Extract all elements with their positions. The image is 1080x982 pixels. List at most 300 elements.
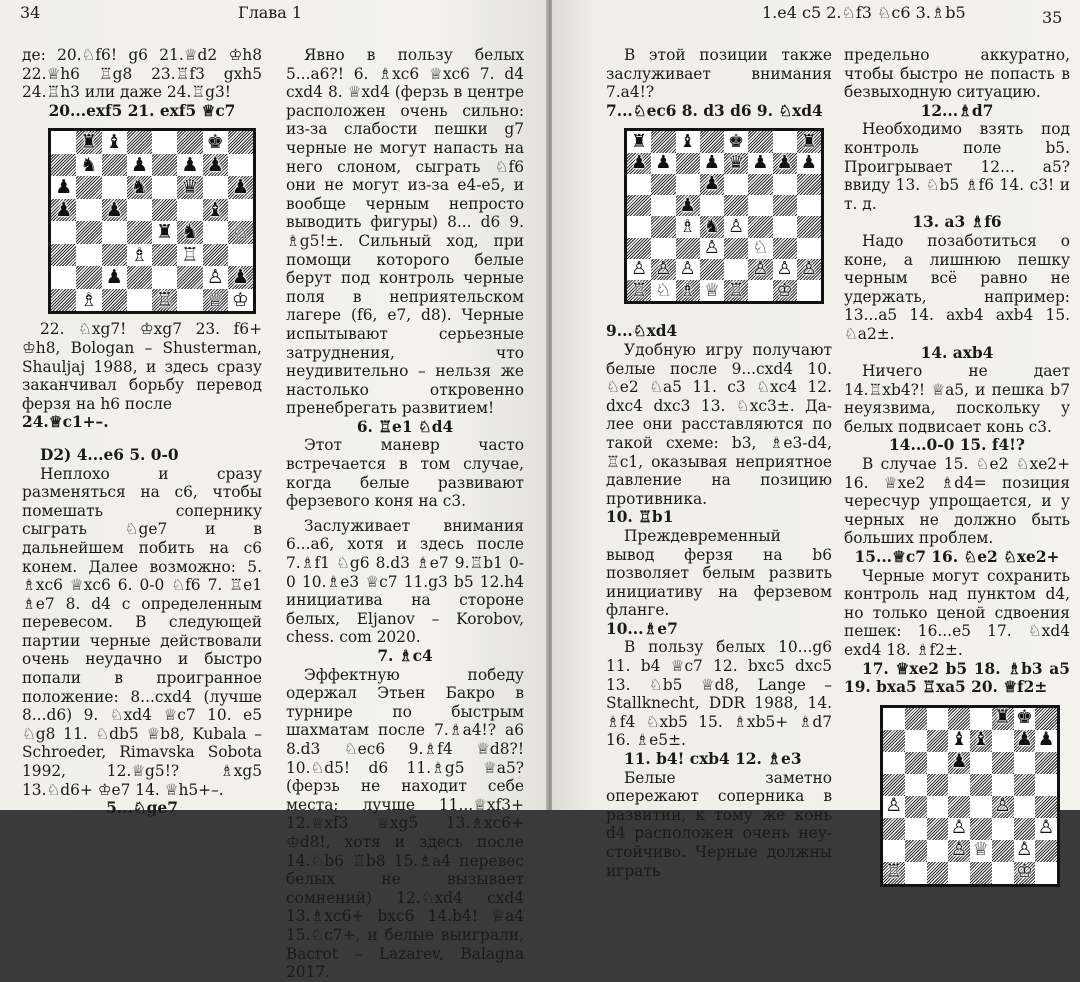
- board-square: [76, 199, 101, 222]
- move-line: 13. a3 ♗f6: [912, 213, 1002, 232]
- white-pawn-icon: ♙: [655, 258, 672, 280]
- board-square: [1014, 774, 1036, 796]
- board-square: [970, 774, 992, 796]
- board-square: [51, 199, 76, 222]
- board-square: [127, 244, 152, 267]
- page-number-right: 35: [1042, 8, 1063, 27]
- board-square: [228, 266, 253, 289]
- black-pawn-icon: ♟: [231, 176, 249, 199]
- board-square: [102, 289, 127, 312]
- page-number-left: 34: [20, 3, 41, 22]
- board-square: [102, 154, 127, 177]
- board-square: [676, 280, 700, 301]
- move-line: 6. ♖e1 ♘d4: [356, 417, 454, 436]
- board-square: [676, 174, 700, 195]
- board-square: [700, 216, 724, 237]
- chessboard: [624, 128, 824, 304]
- text-paragraph: Преждевременный вывод ферзя на b6 позволяет белым развить инициативу на ферзевом фланге.: [606, 526, 832, 620]
- black-bishop-icon: ♝: [950, 729, 968, 751]
- board-square: [948, 730, 970, 752]
- board-square: [627, 259, 651, 280]
- white-pawn-icon: ♙: [950, 839, 968, 861]
- board-square: [748, 216, 772, 237]
- board-square: [127, 131, 152, 154]
- board-square: [152, 221, 177, 244]
- board-square: [152, 289, 177, 312]
- board-square: [1035, 730, 1057, 752]
- text-paragraph: В пользу белых 10...g6 11. b4 ♕c7 12. bxc5 dxc5 13. ♘b5 ♕d8, Lange – Stallknecht, DDR 1988, 14. ♗f4 ♘xb5 15. ♗xb5+ ♗d7 16. ♗e5±.: [606, 638, 832, 750]
- black-pawn-icon: ♟: [950, 751, 968, 773]
- board-square: [228, 176, 253, 199]
- board-square: [76, 221, 101, 244]
- black-knight-icon: ♞: [130, 176, 148, 199]
- board-square: [676, 216, 700, 237]
- move-line: 7...♘ec6 8. d3 d6 9. ♘xd4: [606, 101, 823, 120]
- board-square: [773, 216, 797, 237]
- board-square: [905, 730, 927, 752]
- move-line: 10...♗e7: [606, 619, 678, 638]
- board-square: [51, 176, 76, 199]
- white-pawn-icon: ♙: [206, 266, 224, 289]
- board-square: [152, 199, 177, 222]
- board-square: [748, 131, 772, 152]
- text-paragraph: предельно аккуратно, чтобы быстро не попасть в безвыходную ситуацию.: [844, 46, 1070, 102]
- board-square: [177, 266, 202, 289]
- board-square: [228, 154, 253, 177]
- board-square: [970, 796, 992, 818]
- text-paragraph: Явно в пользу белых 5...a6?! 6. ♗xc6 ♕xc6 7. d4 cxd4 8. ♕xd4 (ферзь в центре расположен очень сильно: из-за слабости пешки g7 черные не могут напасть на него слоном, сыграть ♘f6 они не могут из-за e4-e5, и вообще черным непросто выводить фигуры) 8... d6 9. ♗g5!±. Сильный ход, при помощи которого белые берут под контроль черные поля в неприятельском лагере (f6, e7, d8). Черные испытывают серьезные затруднения, что неудивительно – нельзя же настолько откровенно пренебрегать развитием!: [286, 46, 524, 418]
- move-line: 20...exf5 21. exf5 ♕c7: [48, 101, 236, 120]
- board-square: [676, 131, 700, 152]
- board-square: [992, 774, 1014, 796]
- white-knight-icon: ♘: [231, 221, 249, 244]
- board-square: [1035, 862, 1057, 884]
- white-king-icon: ♔: [231, 288, 249, 311]
- board-square: [992, 818, 1014, 840]
- board-square: [627, 216, 651, 237]
- black-pawn-icon: ♟: [231, 266, 249, 289]
- board-square: [748, 174, 772, 195]
- board-square: [970, 752, 992, 774]
- board-square: [152, 244, 177, 267]
- move-line: 14. axb4: [920, 343, 994, 362]
- board-square: [773, 238, 797, 259]
- board-square: [51, 289, 76, 312]
- board-square: [676, 153, 700, 174]
- board-square: [51, 154, 76, 177]
- board-square: [102, 176, 127, 199]
- board-square: [228, 199, 253, 222]
- board-square: [127, 176, 152, 199]
- text-paragraph: Необходимо взять под контроль поле b5. Проигрывает 12... a5? ввиду 13. ♘b5 ♗f6 14. c3! и т. д.: [844, 120, 1070, 213]
- board-square: [970, 840, 992, 862]
- board-square: [203, 244, 228, 267]
- board-square: [905, 840, 927, 862]
- running-head: 1.e4 c5 2.♘f3 ♘c6 3.♗b5: [762, 3, 966, 22]
- board-square: [992, 840, 1014, 862]
- white-bishop-icon: ♗: [679, 279, 696, 301]
- board-square: [651, 216, 675, 237]
- board-square: [627, 153, 651, 174]
- board-square: [948, 708, 970, 730]
- move-line: 15...♕c7 16. ♘e2 ♘xe2+: [854, 548, 1060, 567]
- board-square: [51, 131, 76, 154]
- board-square: [1035, 840, 1057, 862]
- board-square: [927, 774, 949, 796]
- board-square: [797, 131, 821, 152]
- chessboard: [48, 128, 256, 314]
- white-pawn-icon: ♙: [703, 237, 720, 259]
- black-pawn-icon: ♟: [679, 194, 696, 216]
- board-square: [905, 774, 927, 796]
- board-square: [927, 862, 949, 884]
- move-line: 17. ♕xe2 b5 18. ♗b3 a5 19. bxa5 ♖xa5 20. ♕f2±: [844, 659, 1070, 697]
- text-paragraph: 22. ♘xg7! ♔xg7 23. f6+ ♔h8, Bologan – Shusterman, Shauljaj 1988, и здесь сразу заканчивал борьбу перевод ферзя на h6 после: [22, 320, 262, 413]
- move-line: 9...♘xd4: [606, 322, 678, 341]
- black-king-icon: ♚: [728, 130, 745, 152]
- board-square: [203, 221, 228, 244]
- black-queen-icon: ♛: [728, 152, 745, 174]
- white-king-icon: ♔: [1016, 861, 1033, 883]
- text-paragraph: де: 20.♘f6! g6 21.♕d2 ♔h8 22.♕h6 ♖g8 23.♖f3 gxh5 24.♖h3 или даже 24.♖g3!: [22, 46, 262, 102]
- move-line: 5...♘ge7: [106, 799, 178, 818]
- board-square: [748, 153, 772, 174]
- board-square: [883, 708, 905, 730]
- black-rook-icon: ♜: [800, 130, 817, 152]
- move-line: 24.♕c1+–.: [22, 413, 109, 432]
- black-bishop-icon: ♝: [105, 131, 123, 154]
- white-pawn-icon: ♙: [728, 215, 745, 237]
- board-square: [927, 796, 949, 818]
- board-square: [1014, 752, 1036, 774]
- white-rook-icon: ♖: [885, 861, 903, 883]
- board-square: [992, 730, 1014, 752]
- white-king-icon: ♔: [776, 279, 793, 301]
- board-square: [1014, 730, 1036, 752]
- board-square: [700, 153, 724, 174]
- board-square: [883, 862, 905, 884]
- board-square: [700, 280, 724, 301]
- board-square: [948, 818, 970, 840]
- board-square: [76, 131, 101, 154]
- white-bishop-icon: ♗: [679, 215, 696, 237]
- board-square: [228, 244, 253, 267]
- board-square: [76, 266, 101, 289]
- board-square: [797, 195, 821, 216]
- left-column-1: [22, 46, 262, 818]
- board-square: [102, 131, 127, 154]
- board-square: [51, 266, 76, 289]
- text-paragraph: Белые заметно опережают соперника в развитии, к тому же конь d4 расположен очень неустойчиво. Черные должны играть: [606, 768, 832, 880]
- board-square: [651, 153, 675, 174]
- board-square: [700, 195, 724, 216]
- board-square: [651, 280, 675, 301]
- board-square: [127, 221, 152, 244]
- board-square: [1014, 818, 1036, 840]
- board-square: [948, 752, 970, 774]
- board-square: [203, 131, 228, 154]
- left-column-2: [286, 46, 524, 982]
- black-pawn-icon: ♟: [55, 176, 73, 199]
- board-square: [797, 238, 821, 259]
- board-square: [970, 862, 992, 884]
- board-square: [948, 862, 970, 884]
- board-square: [905, 796, 927, 818]
- board-square: [102, 244, 127, 267]
- board-square: [1035, 752, 1057, 774]
- board-square: [1014, 796, 1036, 818]
- black-queen-icon: ♛: [181, 176, 199, 199]
- black-pawn-icon: ♟: [206, 153, 224, 176]
- board-square: [724, 259, 748, 280]
- board-square: [51, 221, 76, 244]
- board-square: [700, 174, 724, 195]
- black-pawn-icon: ♟: [105, 266, 123, 289]
- white-pawn-icon: ♙: [1016, 839, 1033, 861]
- board-square: [883, 730, 905, 752]
- black-bishop-icon: ♝: [679, 130, 696, 152]
- board-square: [797, 280, 821, 301]
- white-pawn-icon: ♙: [950, 817, 968, 839]
- board-square: [102, 221, 127, 244]
- move-line: 7. ♗c4: [377, 647, 433, 665]
- white-pawn-icon: ♙: [631, 258, 648, 280]
- board-square: [970, 730, 992, 752]
- white-pawn-icon: ♙: [885, 795, 903, 817]
- white-pawn-icon: ♙: [679, 258, 696, 280]
- board-square: [773, 153, 797, 174]
- board-square: [1035, 774, 1057, 796]
- board-square: [927, 818, 949, 840]
- black-rook-icon: ♜: [80, 131, 98, 154]
- board-square: [1035, 818, 1057, 840]
- move-line: 11. b4! cxb4 12. ♗e3: [624, 750, 802, 769]
- board-square: [724, 131, 748, 152]
- board-square: [748, 259, 772, 280]
- board-square: [76, 154, 101, 177]
- text-paragraph: Эффектную победу одержал Этьен Бакро в турнире по быстрым шахматам после 7.♗a4!? a6 8.d3 ♘ec6 9.♗f4 ♕d8?! 10.♘d5! d6 11.♗g5 ♕a5? (ферзь не находит себе места; лучше 11...♕xf3+ 12.♕xf3 ♕xg5 13.♗xc6+ ♔d8!, хотя и здесь после 14.♘b6 ♖b8 15.♗a4 перевес белых не вызывает сомнений) 12.♘xd4 cxd4 13.♗xc6+ bxc6 14.b4! ♕a4 15.♘c7+, и белые выиграли, Bacrot – Lazarev, Balagna 2017.: [286, 665, 524, 982]
- move-line: 10. ♖b1: [606, 508, 674, 527]
- board-square: [76, 176, 101, 199]
- board-square: [700, 238, 724, 259]
- black-pawn-icon: ♟: [752, 152, 769, 174]
- board-square: [992, 752, 1014, 774]
- board-square: [748, 195, 772, 216]
- board-square: [651, 195, 675, 216]
- board-square: [797, 216, 821, 237]
- board-square: [883, 752, 905, 774]
- board-square: [152, 154, 177, 177]
- black-bishop-icon: ♝: [972, 729, 990, 751]
- board-square: [970, 708, 992, 730]
- black-pawn-icon: ♟: [800, 152, 817, 174]
- black-pawn-icon: ♟: [55, 198, 73, 221]
- board-square: [627, 195, 651, 216]
- white-rook-icon: ♖: [181, 243, 199, 266]
- move-line: 14...0-0 15. f4!?: [889, 436, 1025, 455]
- board-square: [1035, 708, 1057, 730]
- black-knight-icon: ♞: [80, 153, 98, 176]
- board-square: [748, 238, 772, 259]
- board-square: [927, 730, 949, 752]
- board-square: [927, 708, 949, 730]
- board-square: [1014, 708, 1036, 730]
- board-square: [152, 266, 177, 289]
- right-column-1: [606, 46, 832, 880]
- board-square: [948, 774, 970, 796]
- text-paragraph: Надо позаботиться о коне, а лишнюю пешку черным всё равно не удержать, например: 13...a5 14. axb4 axb4 15. ♘a2±.: [844, 231, 1070, 343]
- move-line: 12...♗d7: [920, 101, 994, 120]
- section-heading: D2) 4...e6 5. 0-0: [40, 445, 179, 464]
- black-rook-icon: ♜: [156, 221, 174, 244]
- board-square: [748, 280, 772, 301]
- board-square: [203, 266, 228, 289]
- white-knight-icon: ♘: [752, 237, 769, 259]
- board-square: [1014, 840, 1036, 862]
- board-square: [102, 199, 127, 222]
- right-page: [552, 0, 1080, 883]
- board-square: [724, 153, 748, 174]
- board-square: [203, 176, 228, 199]
- board-square: [773, 259, 797, 280]
- board-square: [177, 154, 202, 177]
- board-square: [177, 176, 202, 199]
- board-square: [883, 796, 905, 818]
- board-square: [700, 131, 724, 152]
- board-square: [700, 259, 724, 280]
- text-paragraph: В случае 15. ♘e2 ♘xe2+ 16. ♕xe2 ♗d4= позиция чересчур упрощается, и у черных не должно быть больших проблем.: [844, 455, 1070, 548]
- white-bishop-icon: ♗: [130, 243, 148, 266]
- black-pawn-icon: ♟: [105, 198, 123, 221]
- board-square: [773, 174, 797, 195]
- white-bishop-icon: ♗: [80, 288, 98, 311]
- black-king-icon: ♚: [206, 131, 224, 154]
- board-square: [905, 862, 927, 884]
- board-square: [228, 131, 253, 154]
- black-pawn-icon: ♟: [130, 153, 148, 176]
- black-pawn-icon: ♟: [181, 153, 199, 176]
- board-square: [127, 154, 152, 177]
- board-square: [627, 131, 651, 152]
- board-square: [627, 280, 651, 301]
- board-square: [797, 174, 821, 195]
- board-square: [883, 818, 905, 840]
- black-pawn-icon: ♟: [1016, 729, 1033, 751]
- board-square: [203, 199, 228, 222]
- chapter-title: Глава 1: [238, 3, 303, 22]
- board-square: [651, 131, 675, 152]
- board-square: [992, 862, 1014, 884]
- white-pawn-icon: ♙: [994, 795, 1011, 817]
- white-rook-icon: ♖: [156, 288, 174, 311]
- text-paragraph: Неплохо и сразу разменяться на c6, чтобы помешать сопернику сыграть ♘ge7 и в дальнейшем побить на c6 конем. Далее возможно: 5. ♗xc6 ♕xc6 6. 0-0 ♘f6 7. ♖e1 ♗e7 8. d4 с определенным перевесом. В следующей партии черные действовали очень неудачно и быстро попали в проигранное положение: 8...cxd4 (лучше 8...d6) 9. ♘xd4 ♕c7 10. e5 ♘g8 11. ♘db5 ♕b8, Kubala – Schroeder, Rimavska Sobota 1992, 12.♕g5!? ♗xg5 13.♘d6+ ♔e7 14. ♕h5+–.: [22, 464, 262, 799]
- chess-diagram-1: [22, 128, 262, 314]
- chess-diagram-3: [844, 705, 1070, 887]
- board-square: [905, 818, 927, 840]
- board-square: [970, 818, 992, 840]
- board-square: [948, 840, 970, 862]
- board-square: [992, 708, 1014, 730]
- board-square: [773, 131, 797, 152]
- white-knight-icon: ♘: [655, 279, 672, 301]
- board-square: [102, 266, 127, 289]
- black-rook-icon: ♜: [994, 707, 1011, 729]
- white-pawn-icon: ♙: [776, 258, 793, 280]
- board-square: [927, 752, 949, 774]
- black-knight-icon: ♞: [703, 215, 720, 237]
- black-pawn-icon: ♟: [703, 152, 720, 174]
- board-square: [627, 238, 651, 259]
- board-square: [177, 131, 202, 154]
- white-rook-icon: ♖: [631, 279, 648, 301]
- board-square: [797, 153, 821, 174]
- board-square: [127, 199, 152, 222]
- board-square: [927, 840, 949, 862]
- text-paragraph: Этот маневр часто встречается в том случае, когда белые развивают ферзевого коня на c3.: [286, 436, 524, 511]
- chessboard: [880, 705, 1060, 887]
- board-square: [724, 195, 748, 216]
- text-paragraph: Удобную игру получают белые после 9...cxd4 10. ♘e2 ♘a5 11. c3 ♘xc4 12. dxc4 dxc3 13. ♘xc3±. Далее они расставляются по такой схеме: b3, ♗e3-d4, ♖c1, оказывая неприятное давление на позицию противника.: [606, 340, 832, 508]
- board-square: [1035, 796, 1057, 818]
- board-square: [203, 154, 228, 177]
- board-square: [127, 266, 152, 289]
- board-square: [651, 174, 675, 195]
- board-square: [203, 289, 228, 312]
- text-paragraph: Черные могут сохранить контроль над пунктом d4, но только ценой сдвоения пешек: 16...e5 17. ♘xd4 exd4 18. ♗f2±.: [844, 566, 1070, 659]
- board-square: [676, 238, 700, 259]
- board-square: [51, 244, 76, 267]
- board-square: [724, 174, 748, 195]
- board-square: [76, 244, 101, 267]
- board-square: [228, 289, 253, 312]
- text-paragraph: В этой позиции также заслуживает внимания 7.a4!?: [606, 46, 832, 102]
- white-queen-icon: ♕: [703, 279, 720, 301]
- board-square: [724, 238, 748, 259]
- black-pawn-icon: ♟: [776, 152, 793, 174]
- board-square: [1014, 862, 1036, 884]
- board-square: [676, 259, 700, 280]
- board-square: [905, 752, 927, 774]
- board-square: [724, 216, 748, 237]
- board-square: [883, 774, 905, 796]
- text-paragraph: Заслуживает внимания 6...a6, хотя и здесь после 7.♗f1 ♘g6 8.d3 ♗e7 9.♖b1 0-0 10.♗e3 ♕c7 11.g3 b5 12.h4 инициатива на стороне белых, Eljanov – Korobov, chess. com 2020.: [286, 516, 524, 647]
- board-square: [651, 259, 675, 280]
- black-king-icon: ♚: [1016, 707, 1033, 729]
- board-square: [651, 238, 675, 259]
- board-square: [905, 708, 927, 730]
- black-pawn-icon: ♟: [703, 173, 720, 195]
- board-square: [992, 796, 1014, 818]
- black-rook-icon: ♜: [631, 130, 648, 152]
- board-square: [177, 199, 202, 222]
- black-pawn-icon: ♟: [655, 152, 672, 174]
- board-square: [883, 840, 905, 862]
- white-pawn-icon: ♙: [752, 258, 769, 280]
- board-square: [127, 289, 152, 312]
- black-pawn-icon: ♟: [631, 152, 648, 174]
- board-square: [177, 289, 202, 312]
- black-knight-icon: ♞: [181, 221, 199, 244]
- board-square: [948, 796, 970, 818]
- board-square: [76, 289, 101, 312]
- chess-diagram-2: [606, 128, 832, 304]
- white-queen-icon: ♕: [206, 288, 224, 311]
- board-square: [152, 176, 177, 199]
- board-square: [724, 280, 748, 301]
- board-square: [773, 195, 797, 216]
- board-square: [177, 244, 202, 267]
- board-square: [797, 259, 821, 280]
